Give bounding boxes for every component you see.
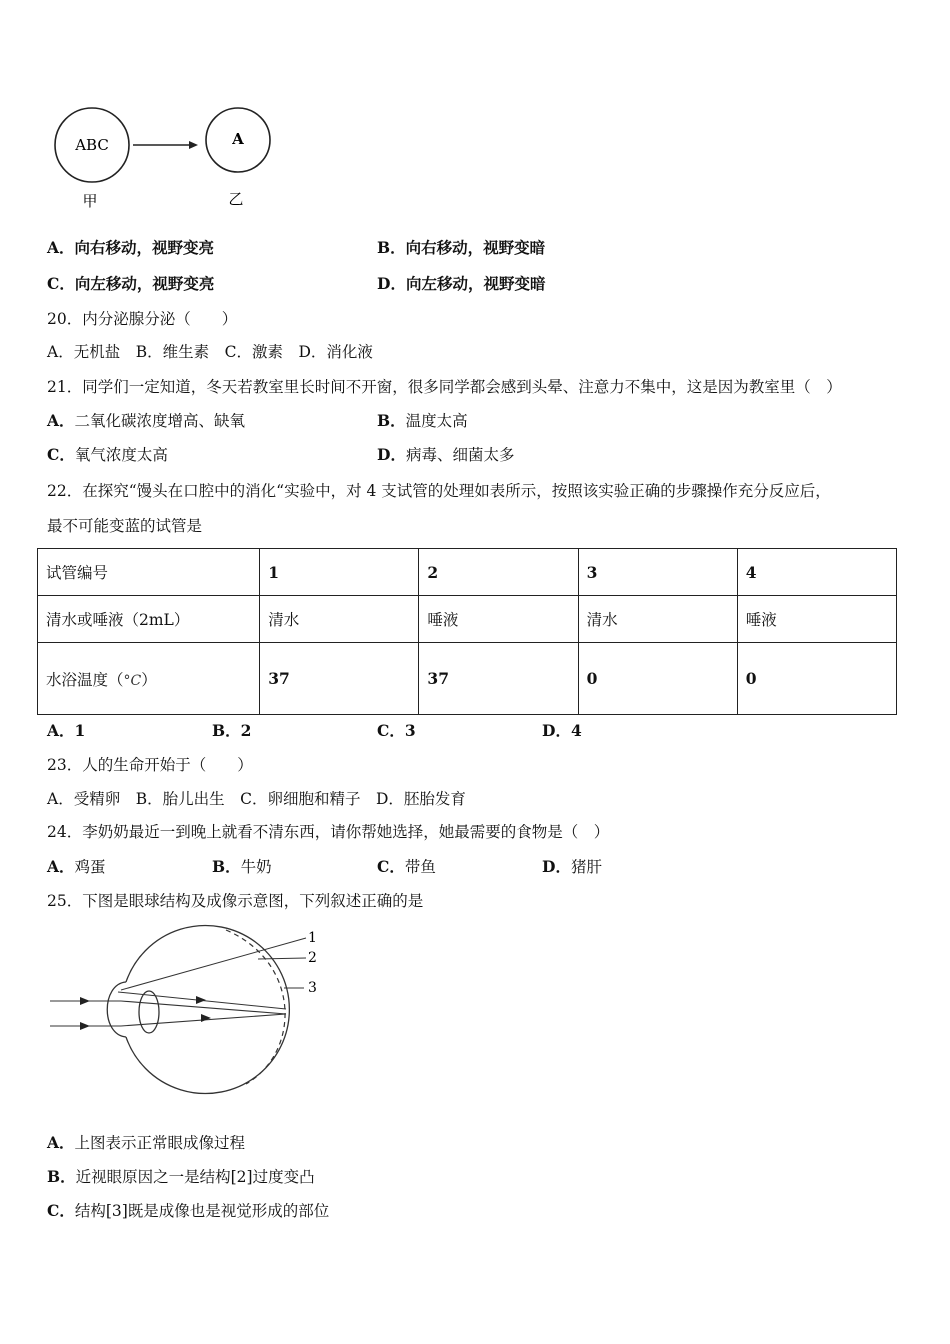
light-ray-upper-inner	[121, 1001, 286, 1014]
table-cell: 清水或唾液（2mL）	[38, 596, 260, 643]
q21-option-c: C．氧气浓度太高	[47, 445, 168, 464]
table-cell: 唾液	[419, 596, 578, 643]
q24-option-c: C．带鱼	[377, 857, 436, 876]
table-cell: 清水	[578, 596, 737, 643]
q23-options: A．受精卵 B．胎儿出生 C．卵细胞和精子 D．胚胎发育	[47, 790, 466, 808]
q21-stem: 21．同学们一定知道，冬天若教室里长时间不开窗，很多同学都会感到头晕、注意力不集中，这是因为教室里（ ）	[47, 378, 842, 396]
table-cell: 37	[419, 643, 578, 715]
q22-option-d: D．4	[542, 721, 582, 740]
ray-arrow-lower	[80, 1022, 90, 1030]
table-row	[38, 596, 897, 643]
retina-dashed	[226, 930, 285, 1084]
q25-option-c: C．结构[3]既是成像也是视觉形成的部位	[47, 1201, 330, 1220]
q24-option-b: B．牛奶	[212, 857, 272, 876]
cornea	[107, 982, 126, 1037]
q19-option-a: A．向右移动，视野变亮	[47, 238, 215, 257]
field-label-jia: 甲	[82, 192, 98, 210]
q23-stem: 23．人的生命开始于（ ）	[47, 756, 253, 774]
table-cell: 4	[737, 549, 896, 596]
table-cell: 2	[419, 549, 578, 596]
label-1: 1	[308, 930, 317, 946]
q19-option-b: B．向右移动，视野变暗	[377, 238, 546, 257]
q19-option-c: C．向左移动，视野变亮	[47, 274, 215, 293]
table-cell: 37	[260, 643, 419, 715]
q21-option-d: D．病毒、细菌太多	[377, 445, 515, 464]
q24-option-d: D．猪肝	[542, 857, 602, 876]
q20-stem: 20．内分泌腺分泌（ ）	[47, 310, 238, 328]
leader-line-1	[121, 938, 306, 990]
experiment-table	[37, 548, 897, 715]
eyeball-diagram	[46, 922, 346, 1097]
q24-stem: 24．李奶奶最近一到晚上就看不清东西，请你帮她选择，她最需要的食物是（ ）	[47, 823, 610, 841]
label-2: 2	[308, 950, 317, 966]
field-text-abc: ABC	[75, 136, 109, 154]
q22-option-a: A．1	[47, 721, 86, 740]
table-row	[38, 549, 897, 596]
ray-arrow-inner	[201, 1014, 211, 1022]
field-label-yi: 乙	[228, 190, 244, 208]
q22-stem-line1: 22．在探究“馒头在口腔中的消化“实验中，对 4 支试管的处理如表所示，按照该实验正确的步骤操作充分反应后，	[47, 482, 831, 500]
ray-arrow-top	[196, 996, 206, 1004]
arrow-head	[189, 141, 198, 149]
q22-option-c: C．3	[377, 721, 416, 740]
table-cell: 3	[578, 549, 737, 596]
label-3: 3	[308, 980, 317, 996]
ray-arrow-upper	[80, 997, 90, 1005]
table-row	[38, 643, 897, 715]
q20-options: A．无机盐 B．维生素 C．激素 D．消化液	[47, 343, 373, 361]
q19-option-d: D．向左移动，视野变暗	[377, 274, 546, 293]
microscope-field-figure	[48, 100, 288, 220]
lens	[139, 991, 159, 1033]
q25-stem: 25．下图是眼球结构及成像示意图，下列叙述正确的是	[47, 892, 424, 910]
q21-option-b: B．温度太高	[377, 411, 468, 430]
q22-stem-line2: 最不可能变蓝的试管是	[47, 517, 203, 535]
table-cell: 1	[260, 549, 419, 596]
table-cell-temperature-label: 水浴温度（°C）	[38, 643, 260, 715]
table-cell: 0	[578, 643, 737, 715]
eyeball-outline	[126, 926, 289, 1094]
table-cell: 清水	[260, 596, 419, 643]
table-cell: 0	[737, 643, 896, 715]
table-cell: 唾液	[737, 596, 896, 643]
field-text-a: A	[232, 130, 244, 148]
q22-option-b: B．2	[212, 721, 252, 740]
table-cell: 试管编号	[38, 549, 260, 596]
q25-option-a: A．上图表示正常眼成像过程	[47, 1133, 246, 1152]
q25-option-b: B．近视眼原因之一是结构[2]过度变凸	[47, 1167, 315, 1186]
q21-option-a: A．二氧化碳浓度增高、缺氧	[47, 411, 246, 430]
q24-option-a: A．鸡蛋	[47, 857, 106, 876]
